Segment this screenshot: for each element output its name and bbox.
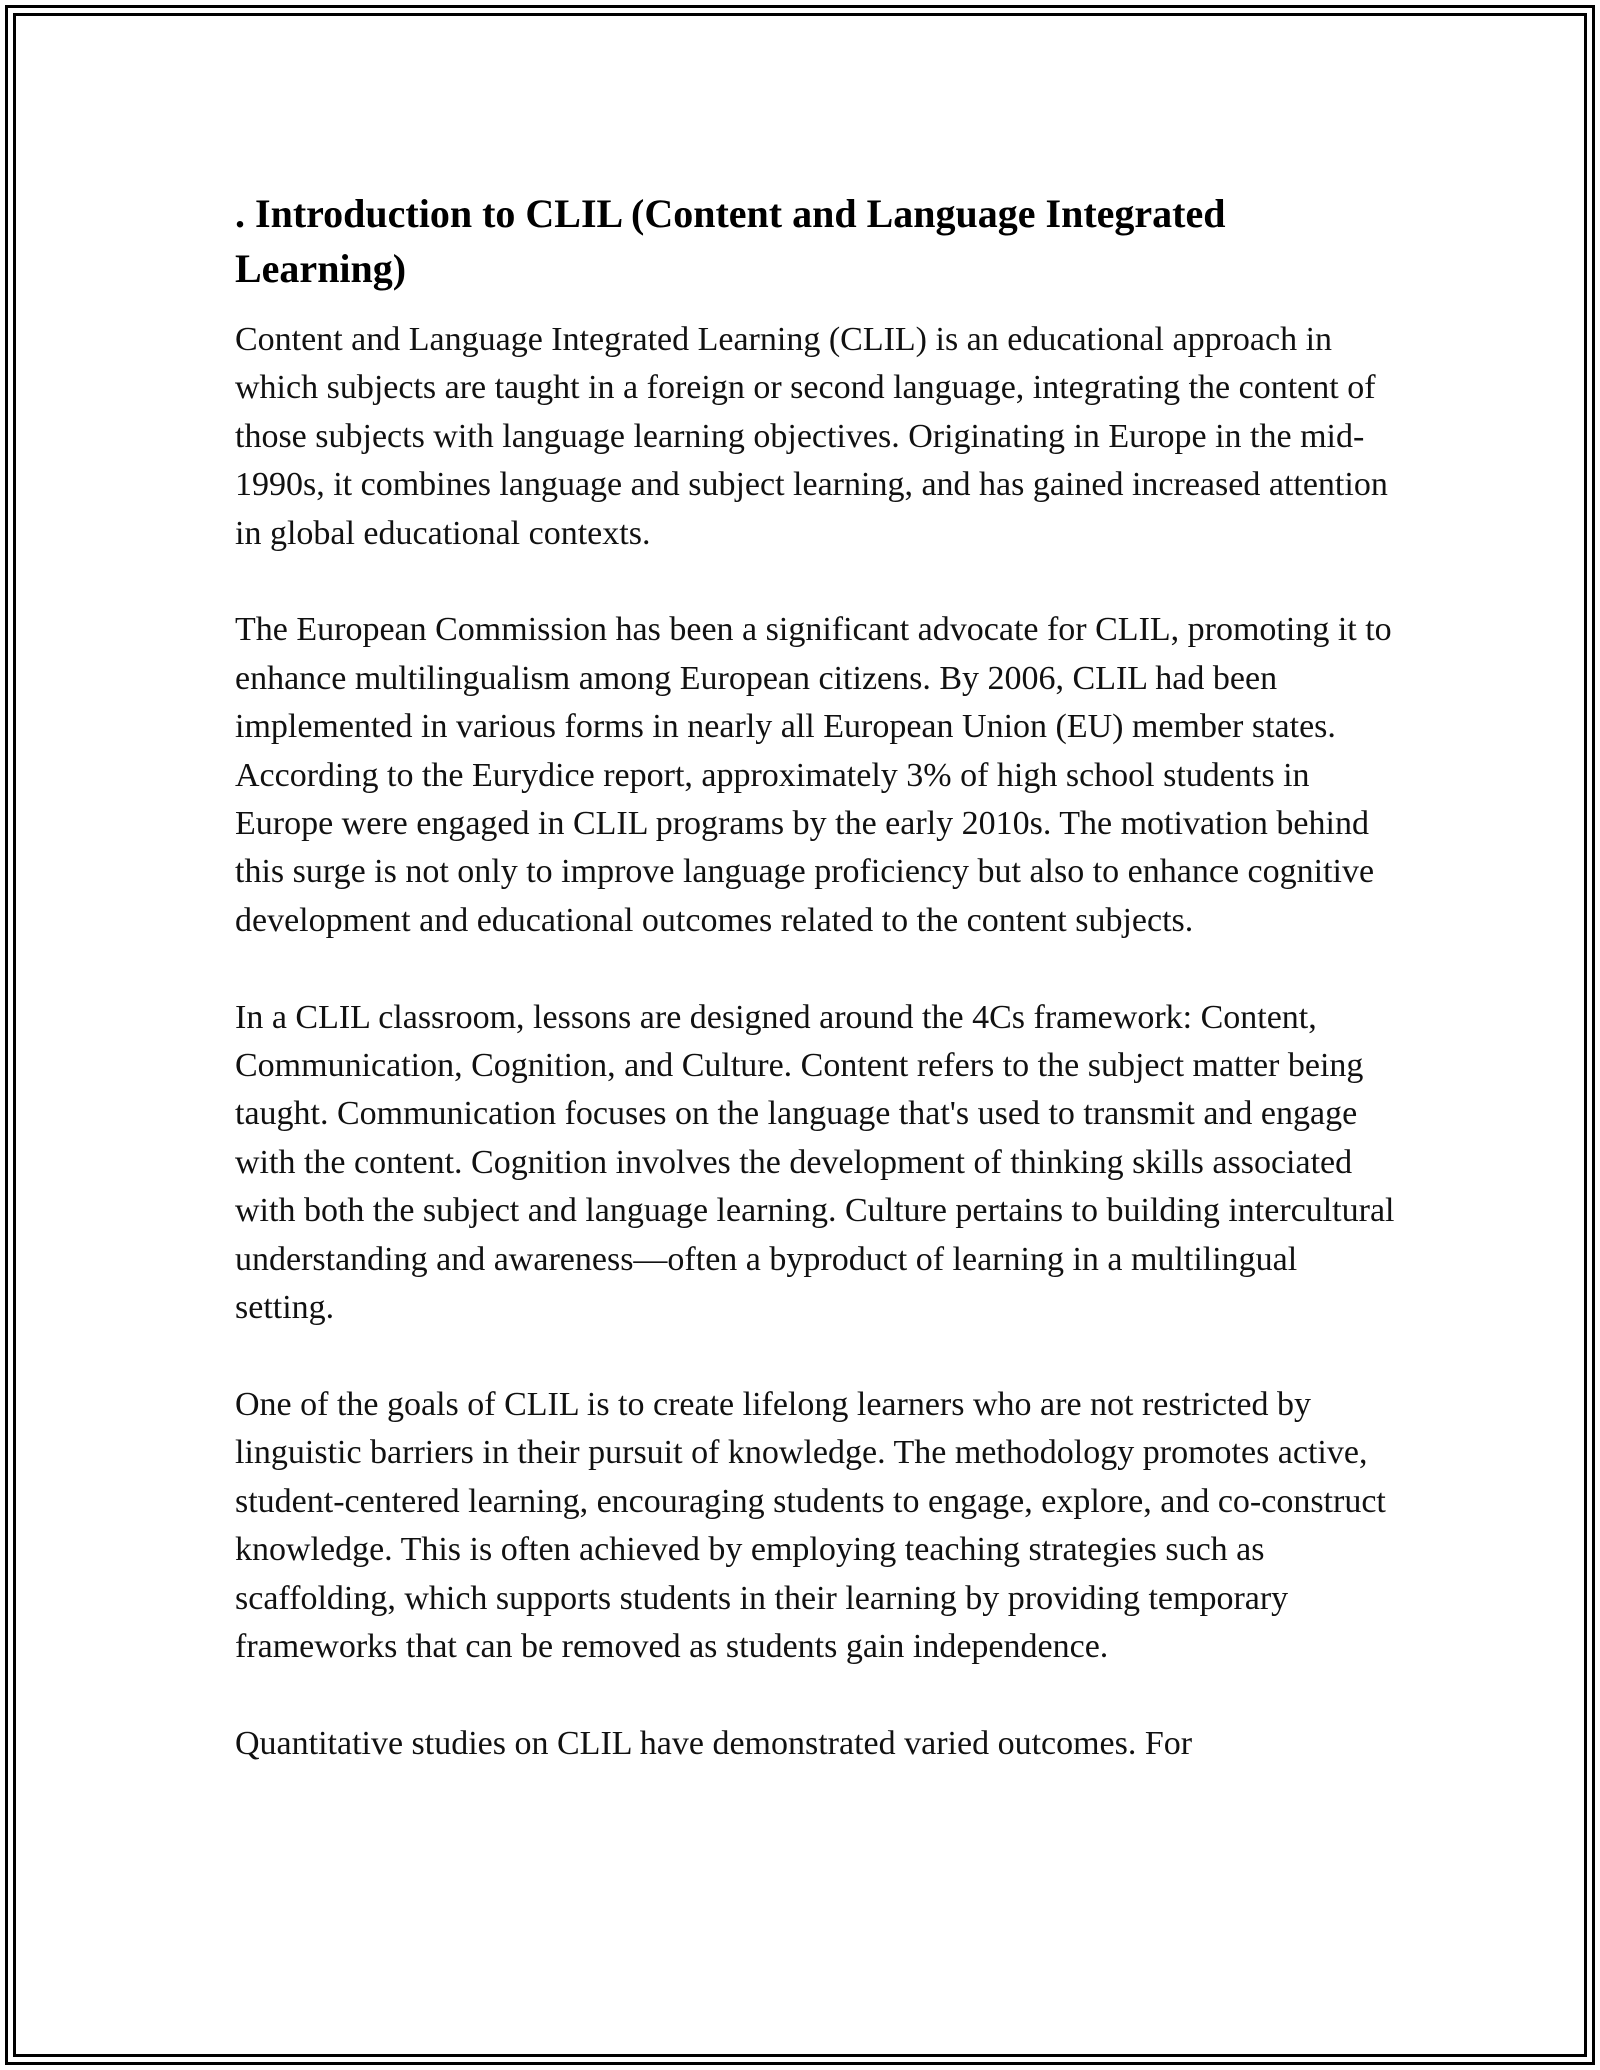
document-body — [235, 186, 1395, 1817]
paragraph-4cs-framework: In a CLIL classroom, lessons are designed around the 4Cs framework: Content, Communication, Cognition, and Culture. Content refers to the subject matter being taught. Communication focuses on the language that's used to transmit and engage with the content. Cognition involves the development of thinking skills associated with both the subject and language learning. Culture pertains to building intercultural understanding and awareness—often a byproduct of learning in a multilingual setting. — [235, 998, 1395, 1327]
paragraph-clil-definition: Content and Language Integrated Learning (CLIL) is an educational approach in which subjects are taught in a foreign or second language, integrating the content of those subjects with language learning objectives. Originating in Europe in the mid-1990s, it combines language and subject learning, and has gained increased attention in global educational contexts. — [235, 321, 1388, 552]
paragraph-quantitative-studies: Quantitative studies on CLIL have demonstrated varied outcomes. For — [235, 1724, 1193, 1762]
paragraph-european-commission: The European Commission has been a significant advocate for CLIL, promoting it to enhance multilingualism among European citizens. By 2006, CLIL had been implemented in various forms in nearly all European Union (EU) member states. According to the Eurydice report, approximately 3% of high school students in Europe were engaged in CLIL programs by the early 2010s. The motivation behind this surge is not only to improve language proficiency but also to enhance cognitive development and educational outcomes related to the content subjects. — [235, 611, 1392, 939]
section-heading: . Introduction to CLIL (Content and Language Integrated Learning) — [235, 191, 1226, 291]
paragraph-clil-goals: One of the goals of CLIL is to create lifelong learners who are not restricted by linguistic barriers in their pursuit of knowledge. The methodology promotes active, student-centered learning, encouraging students to engage, explore, and co-construct knowledge. This is often achieved by employing teaching strategies such as scaffolding, which supports students in their learning by providing temporary frameworks that can be removed as students gain independence. — [235, 1385, 1386, 1665]
